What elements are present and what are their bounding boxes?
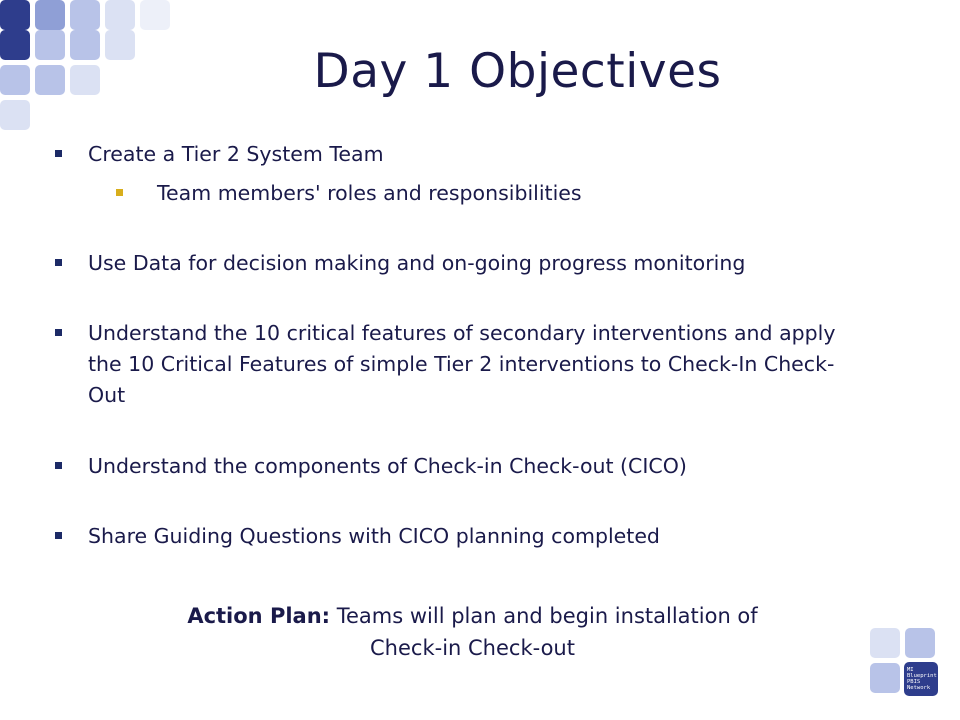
decor-square bbox=[70, 0, 100, 30]
action-plan-text-line2: Check-in Check-out bbox=[370, 636, 575, 660]
action-plan-text: Teams will plan and begin installation of bbox=[336, 604, 758, 628]
action-plan-label: Action Plan: bbox=[187, 604, 331, 628]
bullet-item bbox=[88, 139, 888, 170]
decor-square bbox=[105, 0, 135, 30]
bullet-text: Understand the 10 critical features of secondary interventions and apply the 10 Critical Features of simple Tier 2 interventions to Check-In Check-Out bbox=[88, 321, 836, 407]
bullet-marker bbox=[116, 189, 123, 196]
bullet-text: Use Data for decision making and on-going progress monitoring bbox=[88, 251, 746, 275]
logo-text: MI Blueprint PBIS Network bbox=[907, 667, 937, 691]
decor-square bbox=[905, 628, 935, 658]
logo-badge bbox=[904, 662, 938, 696]
bullet-marker bbox=[55, 150, 62, 157]
decor-square bbox=[870, 628, 900, 658]
decor-square bbox=[35, 0, 65, 30]
bullet-text: Team members' roles and responsibilities bbox=[157, 181, 582, 205]
bullet-item bbox=[88, 521, 888, 552]
bullet-text: Share Guiding Questions with CICO planning completed bbox=[88, 524, 660, 548]
bullet-marker bbox=[55, 462, 62, 469]
action-plan bbox=[100, 600, 845, 664]
decor-square bbox=[870, 663, 900, 693]
bullet-text: Create a Tier 2 System Team bbox=[88, 142, 384, 166]
bullet-item bbox=[88, 318, 863, 411]
decor-square bbox=[0, 0, 30, 30]
decor-square bbox=[0, 100, 30, 130]
bullet-item bbox=[88, 451, 888, 482]
bullet-marker bbox=[55, 532, 62, 539]
slide-title: Day 1 Objectives bbox=[313, 44, 722, 99]
bullet-text: Understand the components of Check-in Check-out (CICO) bbox=[88, 454, 687, 478]
bullet-marker bbox=[55, 259, 62, 266]
bullet-subitem bbox=[157, 178, 897, 209]
bullet-marker bbox=[55, 329, 62, 336]
bullet-item bbox=[88, 248, 888, 279]
decor-square bbox=[140, 0, 170, 30]
